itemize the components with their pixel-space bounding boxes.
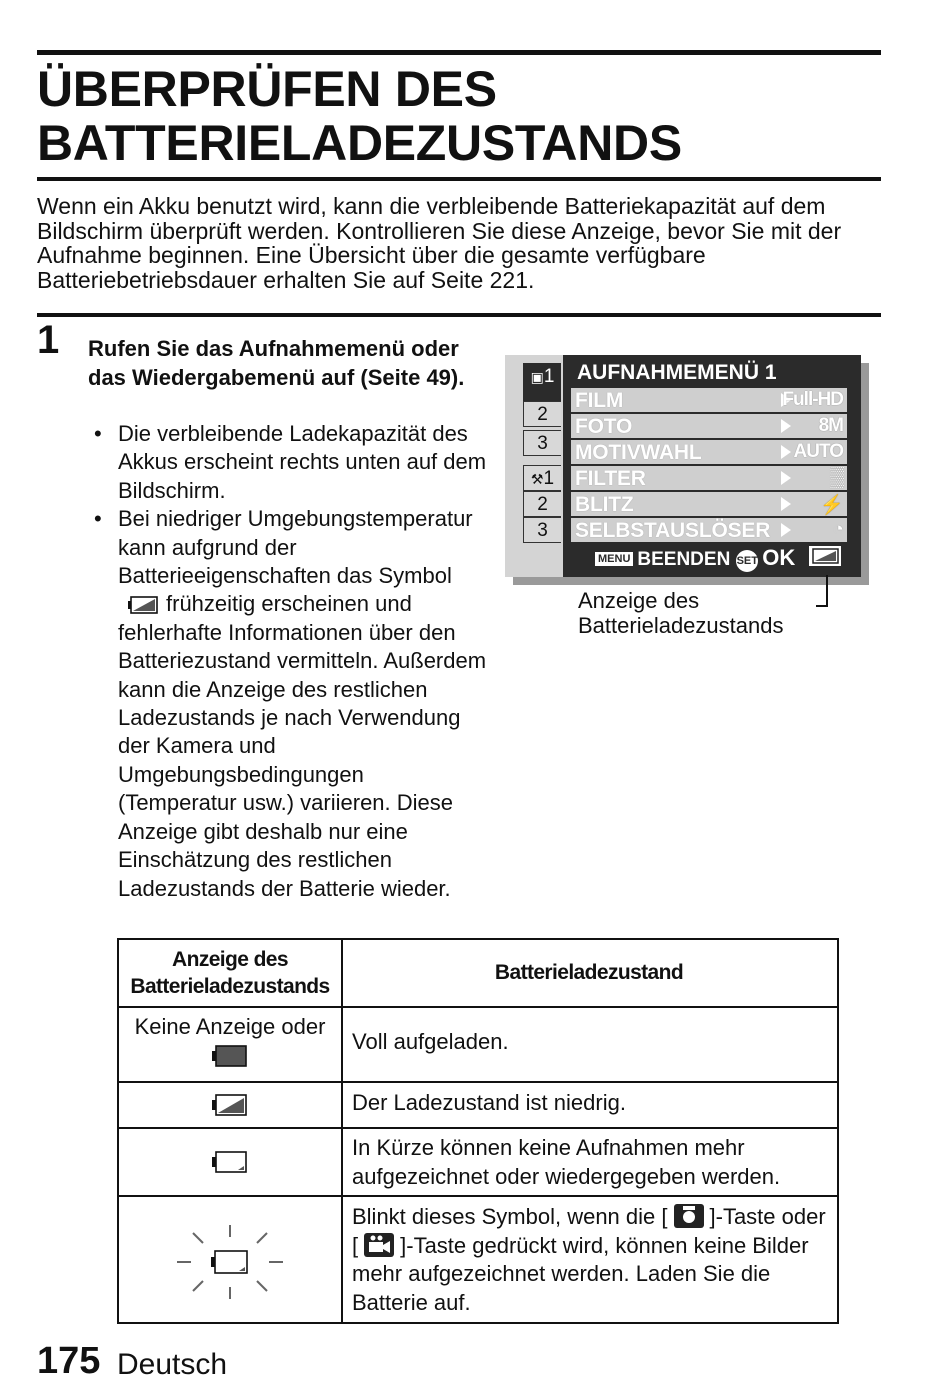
- top-rule: [37, 50, 881, 55]
- bullet-text: Die verbleibende Ladekapazität des Akkus erscheint rechts unten auf dem Bildschirm.: [118, 421, 487, 503]
- table-row-state: In Kürze können keine Aufnahmen mehr aufgezeichnet oder wiedergegeben werden.: [352, 1135, 781, 1189]
- battery-full-icon: [212, 1045, 248, 1067]
- table-row-divider: [119, 1006, 837, 1008]
- bullet-item: [92, 505, 487, 903]
- arrow-icon: [781, 419, 791, 433]
- screen-body: [505, 355, 861, 577]
- ok-label: OK: [762, 545, 796, 570]
- battery-status-table: [117, 938, 839, 1324]
- screen-caption: Anzeige des Batterieladezustands: [578, 588, 784, 638]
- menu-row-selbstausloeser: SELBSTAUSLÖSER ◔: [571, 518, 847, 542]
- menu-title: AUFNAHMEMENÜ 1: [577, 361, 777, 384]
- section-rule: [37, 313, 881, 317]
- menu-key: MENU: [595, 552, 633, 566]
- flash-icon: ⚡: [820, 495, 843, 516]
- filter-icon: ▒: [830, 467, 843, 488]
- table-column-divider: [341, 940, 343, 1322]
- menu-side-tabs: [505, 355, 563, 577]
- page-title-line-1: ÜBERPRÜFEN DES: [37, 61, 497, 117]
- table-row-state: Der Ladezustand ist niedrig.: [352, 1090, 626, 1115]
- camera-icon: [674, 1204, 704, 1228]
- menu-row-foto: FOTO 8M: [571, 414, 847, 438]
- battery-blinking-icon: [175, 1223, 285, 1301]
- arrow-icon: [781, 523, 791, 537]
- arrow-icon: [781, 445, 791, 459]
- table-row-indicator: [119, 1151, 341, 1179]
- battery-low-icon: [212, 1094, 248, 1116]
- arrow-icon: [781, 471, 791, 485]
- bullet-text: frühzeitig erscheinen und fehlerhafte Informationen über den Batteriezustand vermitteln. Außerdem kann die Anzeige des restlichen Ladezustands je nach Verwendung der Kamera und Umgebungsbedingungen (Temperatur usw.) variieren. Diese Anzeige gibt deshalb nur eine Einschätzung des restlichen Ladezustands der Batterie wieder.: [118, 591, 487, 901]
- table-row-state: Blinkt dieses Symbol, wenn die [ ]-Taste oder [ ]-Taste gedrückt wird, können keine Bilder mehr aufgezeichnet werden. Laden Sie die Batterie auf.: [352, 1204, 826, 1315]
- table-row-divider: [119, 1081, 837, 1083]
- tab-setup-2: 2: [523, 491, 561, 517]
- bullet-item: [92, 420, 487, 505]
- step-heading: Rufen Sie das Aufnahmemenü oder das Wiedergabemenü auf (Seite 49).: [88, 336, 465, 390]
- menu-row-blitz: BLITZ ⚡: [571, 492, 847, 516]
- battery-empty-icon: [212, 1151, 248, 1173]
- page-title: [37, 62, 881, 170]
- bullet-text: Bei niedriger Umgebungstemperatur kann aufgrund der Batterieeigenschaften das Symbol: [118, 506, 473, 589]
- battery-low-icon: [128, 596, 158, 614]
- table-row-indicator: Keine Anzeige oder: [119, 1014, 341, 1073]
- bullet-marker: •: [94, 506, 102, 532]
- camera-icon: ▣: [530, 369, 544, 385]
- page-number: 175: [37, 1340, 101, 1382]
- intro-paragraph: Wenn ein Akku benutzt wird, kann die verbleibende Batteriekapazität auf dem Bildschirm überprüft werden. Kontrollieren Sie diese Anzeige, bevor Sie mit der Aufnahme beginnen. Eine Übersicht über die gesamte verfügbare Batteriebetriebsdauer erhalten Sie auf Seite 221.: [37, 193, 842, 293]
- step-bullets: [92, 420, 487, 903]
- video-camera-icon: [364, 1233, 394, 1257]
- page-title-line-2: BATTERIELADEZUSTANDS: [37, 115, 682, 171]
- menu-row-motivwahl: MOTIVWAHL AUTO: [571, 440, 847, 464]
- table-row-divider: [119, 1127, 837, 1129]
- camera-menu-screen: [505, 355, 861, 577]
- table-row-divider: [119, 1195, 837, 1197]
- wrench-icon: ⚒: [530, 471, 544, 487]
- tab-capture-1: ▣1: [523, 363, 561, 401]
- page-language: Deutsch: [117, 1348, 228, 1381]
- arrow-icon: [781, 497, 791, 511]
- tab-setup-1: ⚒1: [523, 465, 561, 491]
- exit-label: BEENDEN: [637, 549, 731, 570]
- bullet-marker: •: [94, 421, 102, 446]
- tab-capture-2: 2: [523, 401, 561, 427]
- table-header-state: Batterieladezustand: [494, 961, 684, 984]
- title-rule: [37, 177, 881, 181]
- table-row-indicator: [119, 1223, 341, 1307]
- table-header-indicator: Anzeige des Batterieladezustands: [130, 948, 330, 998]
- menu-footer: [595, 545, 795, 572]
- step-number: 1: [37, 318, 60, 362]
- table-row-state: Voll aufgeladen.: [352, 1029, 509, 1054]
- menu-row-film: FILM Full-HD: [571, 388, 847, 412]
- menu-row-filter: FILTER ▒: [571, 466, 847, 490]
- battery-indicator-icon: [809, 546, 841, 566]
- set-key: SET: [736, 550, 758, 572]
- tab-setup-3: 3: [523, 517, 561, 543]
- tab-capture-3: 3: [523, 430, 561, 456]
- table-row-indicator: [119, 1094, 341, 1122]
- timer-icon: ◔: [832, 519, 843, 540]
